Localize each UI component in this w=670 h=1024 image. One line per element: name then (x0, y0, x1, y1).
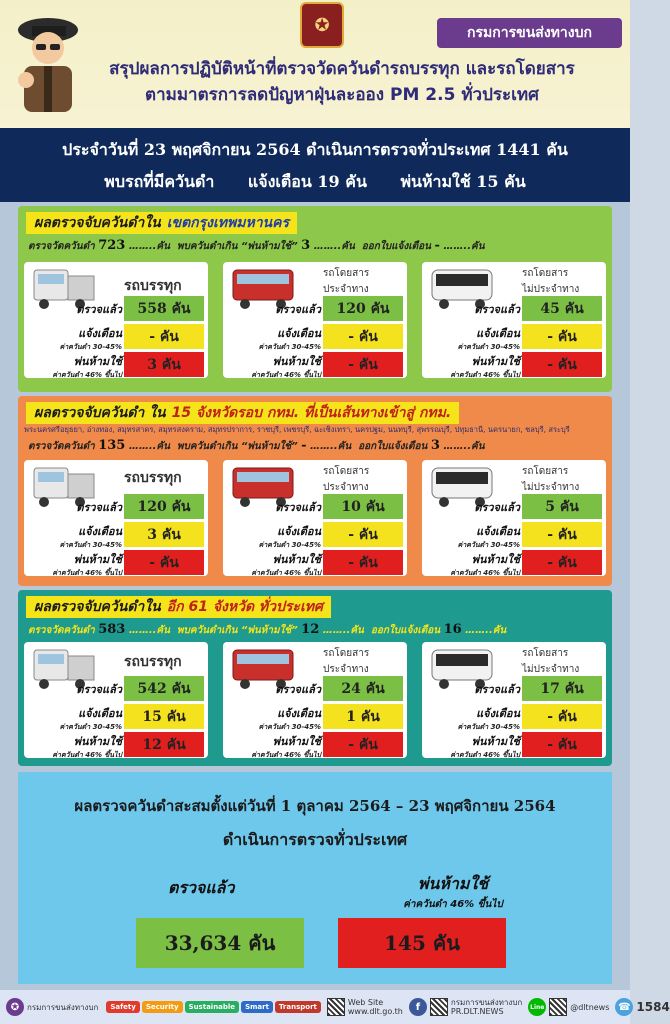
footer-line[interactable] (528, 998, 609, 1016)
measured-value: 135 (98, 438, 126, 453)
warn-label (428, 522, 520, 551)
summary-ban-label-text: พ่นห้ามใช้ (417, 874, 489, 893)
title-line-2: ตามมาตรการลดปัญหาฝุ่นละออง PM 2.5 ทั่วประเทศ (145, 85, 539, 105)
warning-ticket-value: - (434, 238, 440, 253)
ban-value: - คัน (522, 352, 602, 377)
chip-smart: Smart (241, 1001, 273, 1013)
vehicle-type-line1: รถโดยสาร (323, 466, 370, 477)
section-title (26, 596, 331, 618)
page-title (92, 56, 592, 108)
ban-label-text: พ่นห้ามใช้ (73, 355, 122, 368)
warn-value: - คัน (124, 324, 204, 349)
section-title-text: ผลตรวจจับควันดำ ใน (34, 405, 166, 421)
warn-label-text: แจ้งเตือน (78, 327, 122, 340)
warn-value: 1 คัน (323, 704, 403, 729)
inspected-value: 120 คัน (323, 296, 403, 321)
warning-ticket-value: 16 (443, 622, 462, 637)
ban-value: - คัน (124, 550, 204, 575)
inspected-label: ตรวจแล้ว (275, 683, 321, 696)
news-handle[interactable]: PR.DLT.NEWS (450, 1007, 504, 1016)
province-list: พระนครศรีอยุธยา, อ่างทอง, สมุทรสาคร, สมุทรสงคราม, สมุทรปราการ, ราชบุรี, เพชรบุรี, ฉะเชิงเทรา, นครปฐม, นนทบุรี, สุพรรณบุรี, ปทุมธานี, นครนายก, ชลบุรี, สระบุรี (24, 425, 570, 434)
daily-summary-banner (0, 128, 630, 202)
inspected-value: 24 คัน (323, 676, 403, 701)
inspected-value: 542 คัน (124, 676, 204, 701)
vehicle-type (323, 266, 369, 298)
inspected-label: ตรวจแล้ว (76, 501, 122, 514)
footer-website[interactable] (327, 998, 403, 1016)
inspected-label: ตรวจแล้ว (474, 683, 520, 696)
section-title-text: ผลตรวจจับควันดำใน (34, 599, 161, 615)
ban-sub: ค่าควันดำ 46% ขึ้นไป (450, 371, 520, 379)
warn-label (229, 704, 321, 733)
department-name: กรมการขนส่งทางบก (437, 18, 622, 48)
truck-card (24, 642, 208, 758)
footer-chips (104, 1001, 321, 1013)
vehicle-type-line2: ไม่ประจำทาง (522, 284, 580, 295)
bus-route-card (223, 262, 407, 378)
over-limit-label: พบควันดำเกิน “พ่นห้ามใช้” (176, 241, 298, 252)
vehicle-type (323, 646, 369, 678)
footer-org-name: กรมการขนส่งทางบก (27, 1002, 99, 1012)
ban-label-text: พ่นห้ามใช้ (471, 553, 520, 566)
inspected-label: ตรวจแล้ว (275, 501, 321, 514)
measured-label: ตรวจวัดควันดำ (28, 625, 95, 636)
footer (0, 990, 670, 1024)
footer-facebook[interactable] (409, 998, 522, 1016)
over-limit-value: 12 (301, 622, 320, 637)
cumulative-summary (18, 772, 612, 984)
inspected-label: ตรวจแล้ว (474, 501, 520, 514)
officer-mascot-icon (10, 8, 82, 118)
ban-label-text: พ่นห้ามใช้ (272, 553, 321, 566)
warn-label-text: แจ้งเตือน (277, 525, 321, 538)
summary-inspected-value: 33,634 คัน (136, 918, 304, 968)
inspected-label: ตรวจแล้ว (474, 303, 520, 316)
warn-sub: ค่าควันดำ 30-45% (457, 541, 520, 549)
chip-security: Security (142, 1001, 183, 1013)
vehicle-type-line2: ประจำทาง (323, 284, 369, 295)
warn-sub: ค่าควันดำ 30-45% (258, 541, 321, 549)
warn-label-text: แจ้งเตือน (476, 327, 520, 340)
ban-label (30, 732, 122, 761)
qr-code-icon (327, 998, 345, 1016)
section-title-highlight: 15 จังหวัดรอบ กทม. ที่เป็นเส้นทางเข้าสู่ กทม. (171, 405, 452, 421)
inspected-label: ตรวจแล้ว (275, 303, 321, 316)
ban-sub: ค่าควันดำ 46% ขึ้นไป (251, 569, 321, 577)
bus-route-card (223, 642, 407, 758)
qr-code-icon (430, 998, 448, 1016)
ban-sub: ค่าควันดำ 46% ขึ้นไป (450, 751, 520, 759)
count-line (28, 622, 506, 638)
inspected-value: 17 คัน (522, 676, 602, 701)
warn-label (428, 324, 520, 353)
ban-sub: ค่าควันดำ 46% ขึ้นไป (251, 751, 321, 759)
unit-label: ……..คัน (128, 441, 170, 452)
measured-label: ตรวจวัดควันดำ (28, 241, 95, 252)
warn-value: - คัน (323, 522, 403, 547)
unit-label: ……..คัน (322, 625, 364, 636)
warn-value: 15 คัน (124, 704, 204, 729)
header (0, 0, 630, 128)
warn-label-text: แจ้งเตือน (476, 525, 520, 538)
warn-sub: ค่าควันดำ 30-45% (258, 723, 321, 731)
vehicle-type (522, 464, 579, 496)
ban-value: - คัน (323, 352, 403, 377)
ban-label (229, 352, 321, 381)
section-title-highlight: เขตกรุงเทพมหานคร (166, 215, 290, 231)
dlt-emblem-icon: ✪ (300, 2, 344, 48)
warning-ticket-label: ออกใบแจ้งเตือน (370, 625, 441, 636)
vehicle-type-line1: รถโดยสาร (323, 648, 370, 659)
ban-label (30, 352, 122, 381)
warn-value: 3 คัน (124, 522, 204, 547)
warn-sub: ค่าควันดำ 30-45% (258, 343, 321, 351)
ban-sub: ค่าควันดำ 46% ขึ้นไป (450, 569, 520, 577)
chip-safety: Safety (106, 1001, 139, 1013)
over-limit-label: พบควันดำเกิน “พ่นห้ามใช้” (176, 625, 298, 636)
daily-results-line (0, 170, 630, 195)
measured-value: 723 (98, 238, 126, 253)
vehicle-type-line2: ไม่ประจำทาง (522, 482, 580, 493)
inspected-value: 558 คัน (124, 296, 204, 321)
warn-label-text: แจ้งเตือน (476, 707, 520, 720)
warn-label (30, 704, 122, 733)
chip-sustainable: Sustainable (185, 1001, 240, 1013)
summary-ban-label (378, 872, 528, 912)
ban-label-text: พ่นห้ามใช้ (272, 735, 321, 748)
section-title (26, 212, 297, 234)
vehicle-type (522, 266, 579, 298)
ban-value: - คัน (323, 550, 403, 575)
title-line-1: สรุปผลการปฏิบัติหน้าที่ตรวจวัดควันดำรถบรรทุก และรถโดยสาร (109, 59, 575, 79)
warn-value: - คัน (522, 704, 602, 729)
count-line (28, 238, 485, 254)
warn-label (30, 324, 122, 353)
warning-ticket-label: ออกใบแจ้งเตือน (361, 241, 432, 252)
over-limit-label: พบควันดำเกิน “พ่นห้ามใช้” (176, 441, 298, 452)
truck-card (24, 460, 208, 576)
bus-nonroute-card (422, 262, 606, 378)
warn-label (229, 522, 321, 551)
warn-label-text: แจ้งเตือน (277, 707, 321, 720)
vehicle-type: รถบรรทุก (124, 278, 182, 294)
found-black-smoke-label: พบรถที่มีควันดำ (104, 172, 215, 191)
ban-value: - คัน (522, 732, 602, 757)
vehicle-type-line1: รถโดยสาร (323, 268, 370, 279)
hotline-number[interactable]: 1584 (636, 1000, 670, 1014)
warn-label-text: แจ้งเตือน (78, 707, 122, 720)
warn-sub: ค่าควันดำ 30-45% (457, 343, 520, 351)
vehicle-type (522, 646, 579, 678)
footer-org (6, 998, 98, 1016)
warned-count: แจ้งเตือน 19 คัน (247, 172, 367, 191)
warn-label-text: แจ้งเตือน (277, 327, 321, 340)
ban-label-text: พ่นห้ามใช้ (73, 553, 122, 566)
vehicle-type (323, 464, 369, 496)
vehicle-type-line1: รถโดยสาร (522, 268, 569, 279)
daily-date-line: ประจำวันที่ 23 พฤศจิกายน 2564 ดำเนินการตรวจทั่วประเทศ 1441 คัน (62, 140, 568, 159)
vehicle-type-line2: ประจำทาง (323, 482, 369, 493)
warning-ticket-label: ออกใบแจ้งเตือน (358, 441, 428, 452)
inspected-value: 10 คัน (323, 494, 403, 519)
vehicle-type-line1: รถโดยสาร (522, 648, 569, 659)
footer-hotline[interactable] (615, 998, 669, 1016)
vehicle-type-line2: ไม่ประจำทาง (522, 664, 580, 675)
dlt-logo-icon: ✪ (6, 998, 24, 1016)
ban-label-text: พ่นห้ามใช้ (73, 735, 122, 748)
ban-label (428, 550, 520, 579)
measured-value: 583 (98, 622, 126, 637)
summary-period: ผลตรวจควันดำสะสมตั้งแต่วันที่ 1 ตุลาคม 2564 – 23 พฤศจิกายน 2564 (74, 797, 556, 815)
website-url[interactable]: www.dlt.go.th (347, 1007, 403, 1016)
section-title (26, 402, 459, 424)
warning-ticket-value: 3 (430, 438, 440, 453)
warn-value: - คัน (522, 522, 602, 547)
ban-label (229, 550, 321, 579)
facebook-icon: f (409, 998, 427, 1016)
vehicle-type-line1: รถโดยสาร (522, 466, 569, 477)
warn-sub: ค่าควันดำ 30-45% (59, 541, 122, 549)
ban-sub: ค่าควันดำ 46% ขึ้นไป (52, 371, 122, 379)
truck-card (24, 262, 208, 378)
vehicle-type-line2: ประจำทาง (323, 664, 369, 675)
ban-sub: ค่าควันดำ 46% ขึ้นไป (52, 751, 122, 759)
warn-sub: ค่าควันดำ 30-45% (59, 343, 122, 351)
unit-label: ……..คัน (128, 625, 170, 636)
section-bangkok (18, 206, 612, 392)
unit-label: ……..คัน (443, 241, 485, 252)
unit-label: ……..คัน (128, 241, 170, 252)
ban-value: - คัน (323, 732, 403, 757)
summary-scope: ดำเนินการตรวจทั่วประเทศ (222, 830, 408, 849)
unit-label: ……..คัน (465, 625, 507, 636)
ban-label (30, 550, 122, 579)
inspected-value: 5 คัน (522, 494, 602, 519)
line-handle[interactable]: @dltnews (570, 1002, 610, 1012)
warn-label-text: แจ้งเตือน (78, 525, 122, 538)
phone-icon: ☎ (615, 998, 633, 1016)
warn-label (30, 522, 122, 551)
ban-label-text: พ่นห้ามใช้ (272, 355, 321, 368)
warn-label (229, 324, 321, 353)
over-limit-value: 3 (301, 238, 311, 253)
unit-label: ……..คัน (443, 441, 485, 452)
ban-sub: ค่าควันดำ 46% ขึ้นไป (251, 371, 321, 379)
ban-label-text: พ่นห้ามใช้ (471, 735, 520, 748)
unit-label: ……..คัน (310, 441, 352, 452)
warn-sub: ค่าควันดำ 30-45% (457, 723, 520, 731)
inspected-label: ตรวจแล้ว (76, 303, 122, 316)
bus-nonroute-card (422, 460, 606, 576)
ban-label (229, 732, 321, 761)
warn-value: - คัน (522, 324, 602, 349)
line-icon: Line (528, 998, 546, 1016)
unit-label: ……..คัน (313, 241, 355, 252)
section-title-highlight: อีก 61 จังหวัด ทั่วประเทศ (166, 599, 323, 615)
news-org: กรมการขนส่งทางบก (450, 998, 523, 1007)
summary-ban-value: 145 คัน (338, 918, 506, 968)
inspected-value: 45 คัน (522, 296, 602, 321)
vehicle-type: รถบรรทุก (124, 654, 182, 670)
warn-value: - คัน (323, 324, 403, 349)
ban-label (428, 352, 520, 381)
ban-label-text: พ่นห้ามใช้ (471, 355, 520, 368)
warn-sub: ค่าควันดำ 30-45% (59, 723, 122, 731)
vehicle-type: รถบรรทุก (124, 470, 182, 486)
bus-route-card (223, 460, 407, 576)
qr-code-icon (549, 998, 567, 1016)
ban-sub: ค่าควันดำ 46% ขึ้นไป (52, 569, 122, 577)
inspected-label: ตรวจแล้ว (76, 683, 122, 696)
section-title-text: ผลตรวจจับควันดำใน (34, 215, 161, 231)
section-61-provinces (18, 590, 612, 766)
website-label: Web Site (347, 998, 384, 1007)
count-line (28, 438, 485, 454)
section-15-provinces (18, 396, 612, 586)
bus-nonroute-card (422, 642, 606, 758)
over-limit-value: - (301, 438, 307, 453)
banned-count: พ่นห้ามใช้ 15 คัน (400, 172, 526, 191)
measured-label: ตรวจวัดควันดำ (28, 441, 95, 452)
chip-transport: Transport (275, 1001, 321, 1013)
ban-value: - คัน (522, 550, 602, 575)
summary-ban-sub: ค่าควันดำ 46% ขึ้นไป (403, 899, 503, 910)
ban-value: 12 คัน (124, 732, 204, 757)
ban-label (428, 732, 520, 761)
ban-value: 3 คัน (124, 352, 204, 377)
summary-inspected-label: ตรวจแล้ว (168, 878, 235, 897)
inspected-value: 120 คัน (124, 494, 204, 519)
warn-label (428, 704, 520, 733)
